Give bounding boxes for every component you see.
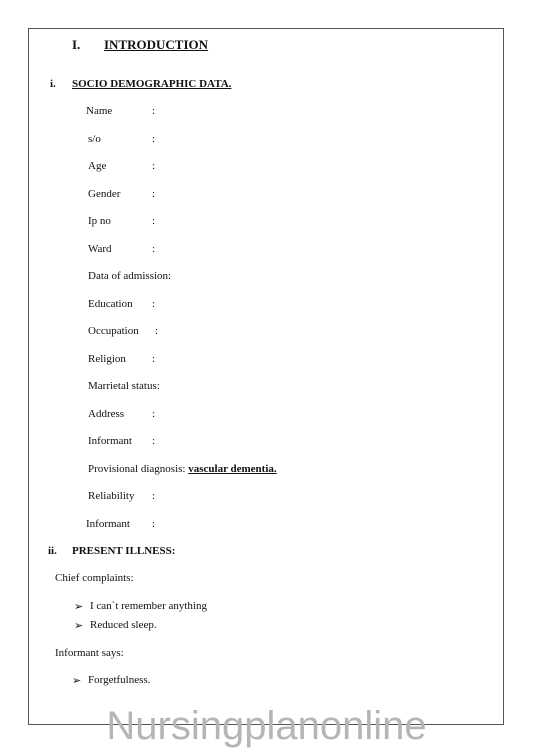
field-gender-colon: : — [152, 188, 156, 200]
field-so-label: s/o — [88, 133, 101, 145]
field-informant2-label: Informant — [86, 518, 130, 530]
section-ii-title: PRESENT ILLNESS: — [72, 545, 176, 557]
field-ward-colon: : — [152, 243, 156, 255]
bullet-arrow-icon: ➢ — [74, 601, 84, 613]
field-ipno-label: Ip no — [88, 215, 111, 227]
field-address-colon: : — [152, 408, 156, 420]
field-age-label: Age — [88, 160, 107, 172]
bullet-arrow-icon: ➢ — [72, 675, 82, 687]
field-informant-colon: : — [152, 435, 156, 447]
field-name-colon: : — [152, 105, 156, 117]
field-informant2-colon: : — [152, 518, 156, 530]
field-reliability-label: Reliability — [88, 490, 135, 502]
heading-number: I. — [72, 37, 81, 52]
list-item: Forgetfulness. — [88, 674, 151, 686]
field-name-label: Name — [86, 105, 113, 117]
informant-says-label: Informant says: — [55, 647, 124, 659]
field-occupation-colon: : — [155, 325, 159, 337]
field-admission-label: Data of admission: — [88, 270, 172, 282]
bullet-arrow-icon: ➢ — [74, 620, 84, 632]
field-age-colon: : — [152, 160, 156, 172]
list-item: Reduced sleep. — [90, 619, 157, 631]
section-i-title: SOCIO DEMOGRAPHIC DATA. — [72, 78, 232, 90]
field-address-label: Address — [88, 408, 125, 420]
chief-complaints-label: Chief complaints: — [55, 572, 134, 584]
field-marital-label: Marrietal status: — [88, 380, 160, 392]
field-diagnosis — [88, 463, 277, 475]
field-diagnosis-label: Provisional diagnosis: — [88, 463, 186, 475]
heading-title: INTRODUCTION — [104, 37, 209, 52]
field-religion-colon: : — [152, 353, 156, 365]
section-i-number: i. — [50, 78, 56, 90]
field-occupation-label: Occupation — [88, 325, 139, 337]
field-gender-label: Gender — [88, 188, 121, 200]
watermark: Nursingplanonline — [106, 704, 427, 748]
field-informant-label: Informant — [88, 435, 132, 447]
field-ward-label: Ward — [88, 243, 112, 255]
section-ii-number: ii. — [48, 545, 57, 557]
field-education-label: Education — [88, 298, 133, 310]
field-education-colon: : — [152, 298, 156, 310]
field-diagnosis-value: vascular dementia. — [188, 463, 277, 475]
field-so-colon: : — [152, 133, 156, 145]
list-item: I can`t remember anything — [90, 600, 207, 612]
field-reliability-colon: : — [152, 490, 156, 502]
field-ipno-colon: : — [152, 215, 156, 227]
field-religion-label: Religion — [88, 353, 126, 365]
